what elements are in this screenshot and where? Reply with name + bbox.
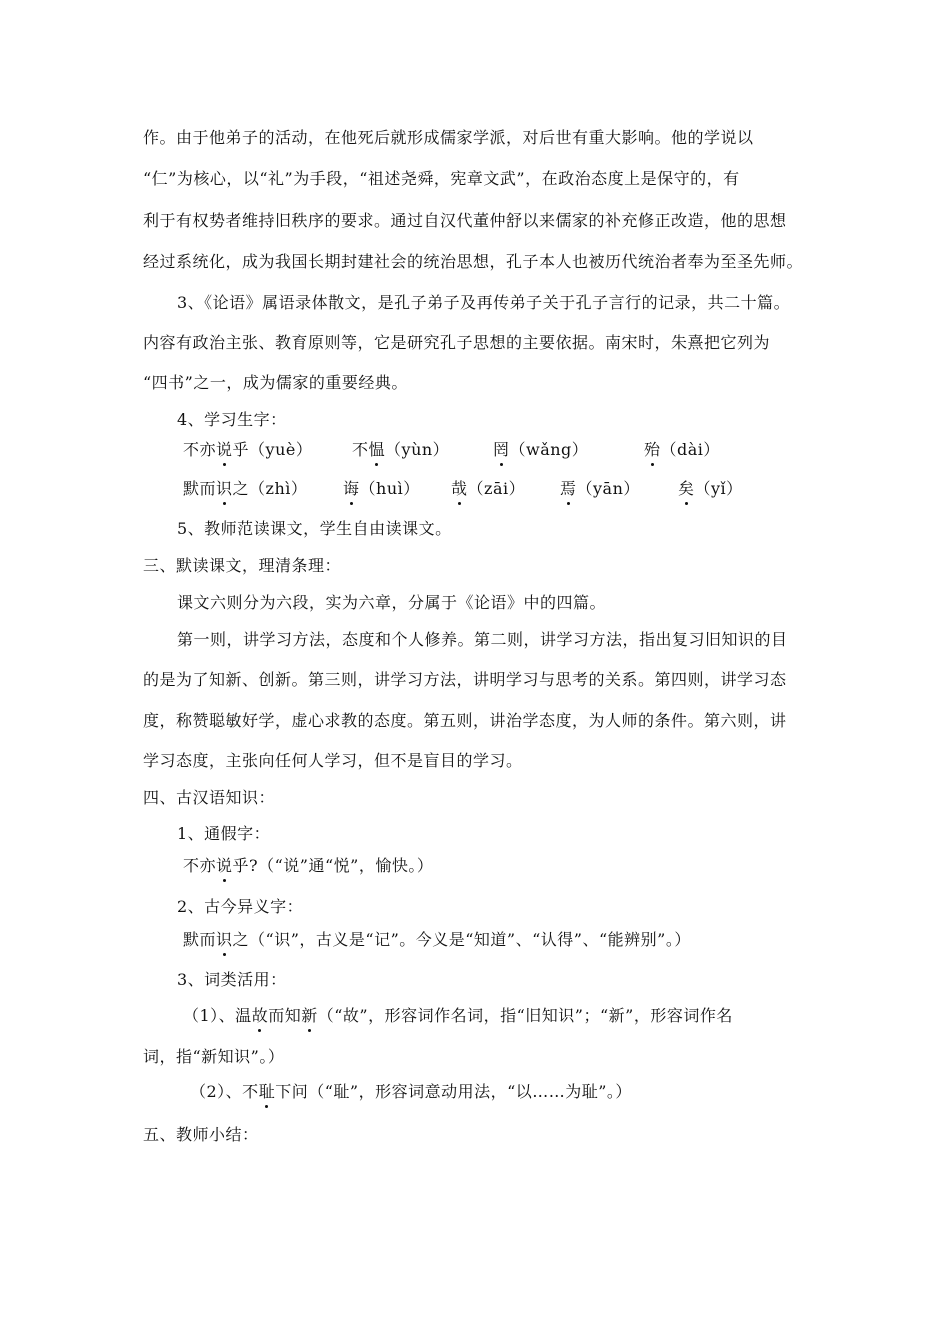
text-pre: （2）、不 bbox=[190, 1082, 259, 1101]
text-post: 乎?（“说”通“悦”，愉快。） bbox=[232, 856, 434, 875]
paragraph-line: 作。由于他弟子的活动，在他死后就形成儒家学派，对后世有重大影响。他的学说以 bbox=[143, 128, 754, 147]
text-pre: （1）、温 bbox=[183, 1006, 252, 1025]
vocab-item bbox=[183, 440, 312, 460]
vocab-item bbox=[560, 479, 640, 499]
dotted-char: 识 bbox=[216, 930, 233, 949]
vocab-post: （zāi） bbox=[467, 479, 526, 498]
vocab-pre: 默而 bbox=[183, 479, 217, 498]
dotted-char: 新 bbox=[301, 1006, 318, 1025]
vocab-post: （huì） bbox=[359, 479, 420, 498]
paragraph-line: 第一则，讲学习方法，态度和个人修养。第二则，讲学习方法，指出复习旧知识的目 bbox=[177, 630, 788, 649]
text-post: 下问（“耻”，形容词意动用法，“以……为耻”。） bbox=[275, 1082, 632, 1101]
vocab-item bbox=[678, 479, 743, 499]
paragraph-line: 度，称赞聪敏好学，虚心求教的态度。第五则，讲治学态度，为人师的条件。第六则，讲 bbox=[143, 711, 787, 730]
dotted-char: 矣 bbox=[678, 479, 695, 498]
vocab-post: （dài） bbox=[660, 440, 720, 459]
vocab-item bbox=[183, 479, 307, 499]
vocab-item bbox=[343, 479, 420, 499]
dotted-char: 殆 bbox=[644, 440, 661, 459]
dotted-char: 说 bbox=[216, 440, 233, 459]
vocab-item bbox=[493, 440, 588, 460]
subheading: 1、通假字： bbox=[177, 824, 271, 843]
vocab-post: （yǐ） bbox=[694, 479, 743, 498]
text-pre: 默而 bbox=[183, 930, 217, 949]
vocab-item bbox=[644, 440, 720, 460]
paragraph-line: “四书”之一，成为儒家的重要经典。 bbox=[143, 373, 408, 392]
dotted-char: 愠 bbox=[368, 440, 386, 459]
vocab-post: （yùn） bbox=[385, 440, 450, 459]
vocab-item bbox=[451, 479, 525, 499]
vocab-item bbox=[352, 440, 449, 460]
paragraph-line: 5、教师范读课文，学生自由读课文。 bbox=[177, 519, 452, 538]
paragraph-line: 学习态度，主张向任何人学习，但不是盲目的学习。 bbox=[143, 751, 523, 770]
dotted-char: 故 bbox=[251, 1006, 269, 1025]
dotted-char: 哉 bbox=[451, 479, 468, 498]
vocab-post: 之（zhì） bbox=[232, 479, 308, 498]
paragraph-line: 经过系统化，成为我国长期封建社会的统治思想，孔子本人也被历代统治者奉为至圣先师。 bbox=[143, 252, 804, 271]
paragraph-line: 的是为了知新、创新。第三则，讲学习方法，讲明学习与思考的关系。第四则，讲学习态 bbox=[143, 670, 787, 689]
paragraph-line: 3、《论语》属语录体散文，是孔子弟子及再传弟子关于孔子言行的记录，共二十篇。 bbox=[177, 293, 791, 312]
paragraph-line bbox=[183, 930, 691, 950]
paragraph-line: 内容有政治主张、教育原则等，它是研究孔子思想的主要依据。南宋时，朱熹把它列为 bbox=[143, 333, 771, 352]
paragraph-line: 课文六则分为六段，实为六章，分属于《论语》中的四篇。 bbox=[177, 593, 607, 612]
dotted-char: 焉 bbox=[560, 479, 577, 498]
subheading: 3、词类活用： bbox=[177, 970, 287, 989]
paragraph-line: 词，指“新知识”。） bbox=[143, 1047, 285, 1066]
paragraph-line: “仁”为核心，以“礼”为手段，“祖述尧舜，宪章文武”，在政治态度上是保守的，有 bbox=[143, 169, 740, 188]
dotted-char: 罔 bbox=[493, 440, 510, 459]
subheading: 2、古今异义字： bbox=[177, 897, 304, 916]
text-post: 之（“识”，古义是“记”。今义是“知道”、“认得”、“能辨别”。） bbox=[232, 930, 691, 949]
section-heading: 四、古汉语知识： bbox=[143, 788, 276, 807]
paragraph-line bbox=[190, 1082, 632, 1102]
text-mid: 而知 bbox=[268, 1006, 302, 1025]
text-post: （“故”，形容词作名词，指“旧知识”；“新”，形容词作名 bbox=[317, 1006, 733, 1025]
dotted-char: 诲 bbox=[343, 479, 360, 498]
vocab-post: （wǎng） bbox=[509, 440, 589, 459]
text-pre: 不亦 bbox=[183, 856, 217, 875]
paragraph-line bbox=[183, 1006, 733, 1026]
dotted-char: 说 bbox=[216, 856, 233, 875]
section-heading: 三、默读课文，理清条理： bbox=[143, 556, 342, 575]
section-heading: 五、教师小结： bbox=[143, 1125, 259, 1144]
paragraph-line: 利于有权势者维持旧秩序的要求。通过自汉代董仲舒以来儒家的补充修正改造，他的思想 bbox=[143, 211, 787, 230]
dotted-char: 耻 bbox=[258, 1082, 276, 1101]
vocab-pre: 不 bbox=[352, 440, 369, 459]
dotted-char: 识 bbox=[216, 479, 233, 498]
subheading: 4、学习生字： bbox=[177, 410, 287, 429]
vocab-pre: 不亦 bbox=[183, 440, 217, 459]
vocab-post: （yān） bbox=[576, 479, 640, 498]
paragraph-line bbox=[183, 856, 433, 876]
vocab-post: 乎（yuè） bbox=[232, 440, 313, 459]
